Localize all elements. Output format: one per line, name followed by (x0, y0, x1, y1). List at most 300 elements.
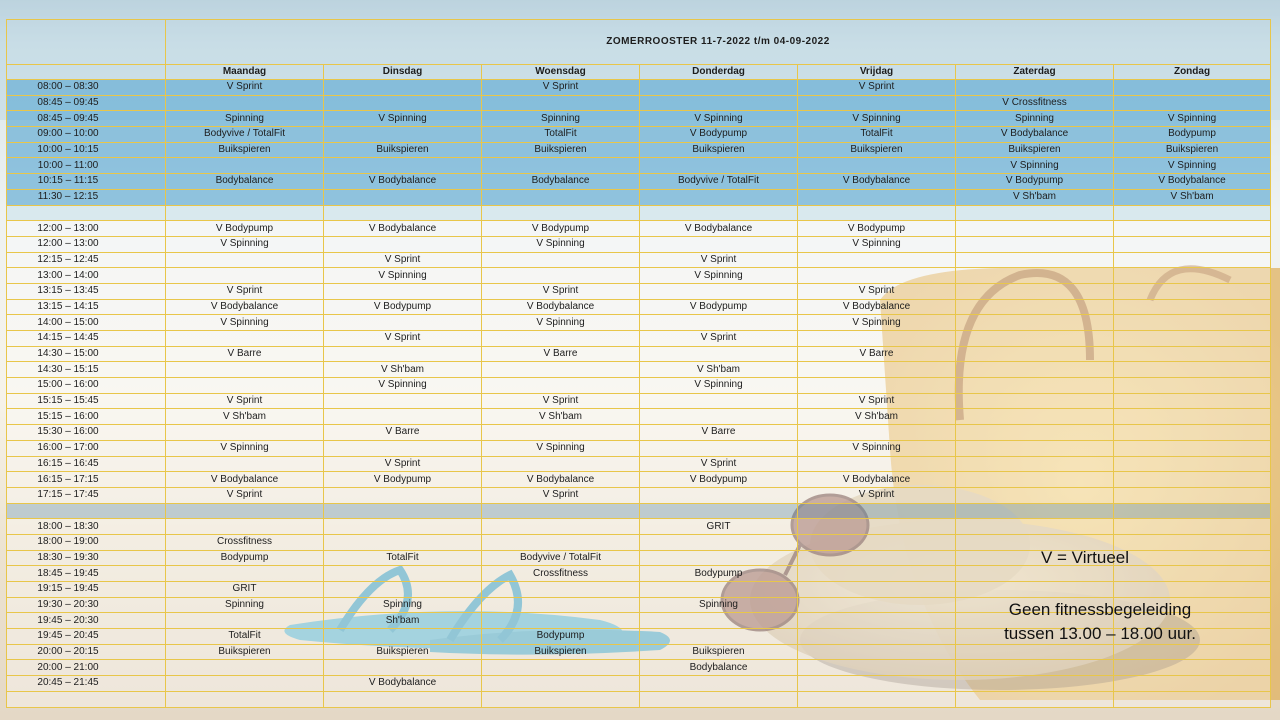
schedule-row (7, 660, 1271, 676)
class-cell: V Sprint (640, 252, 798, 268)
class-cell (956, 346, 1114, 362)
class-cell: V Sprint (798, 487, 956, 503)
class-cell: V Sprint (640, 331, 798, 347)
class-cell: V Spinning (798, 440, 956, 456)
class-cell: Crossfitness (166, 534, 324, 550)
class-cell (1114, 236, 1271, 252)
class-cell (482, 189, 640, 205)
class-cell (166, 456, 324, 472)
class-cell: V Spinning (324, 378, 482, 394)
time-cell: 08:00 – 08:30 (7, 80, 166, 96)
class-cell (798, 378, 956, 394)
schedule-row (7, 95, 1271, 111)
gap-cell (956, 503, 1114, 519)
gap-cell (166, 205, 324, 221)
class-cell (956, 268, 1114, 284)
class-cell: V Spinning (956, 158, 1114, 174)
class-cell: V Sh'bam (166, 409, 324, 425)
class-cell (956, 676, 1114, 692)
class-cell: Buikspieren (640, 644, 798, 660)
class-cell: V Sprint (798, 393, 956, 409)
gap-cell (482, 691, 640, 707)
class-cell: Crossfitness (482, 566, 640, 582)
gap-cell (640, 691, 798, 707)
day-header: Donderdag (640, 65, 798, 80)
time-cell: 12:15 – 12:45 (7, 252, 166, 268)
class-cell (640, 80, 798, 96)
class-cell (956, 440, 1114, 456)
class-cell (324, 566, 482, 582)
time-cell: 14:30 – 15:00 (7, 346, 166, 362)
day-header: Zaterdag (956, 65, 1114, 80)
class-cell: Buikspieren (1114, 142, 1271, 158)
time-cell: 14:30 – 15:15 (7, 362, 166, 378)
class-cell (640, 236, 798, 252)
class-cell (640, 676, 798, 692)
gap-cell (324, 205, 482, 221)
schedule-row (7, 487, 1271, 503)
day-header-row (7, 65, 1271, 80)
time-cell: 09:00 – 10:00 (7, 127, 166, 143)
class-cell (798, 550, 956, 566)
class-cell (166, 95, 324, 111)
class-cell (640, 393, 798, 409)
time-cell: 19:15 – 19:45 (7, 582, 166, 598)
class-cell (798, 268, 956, 284)
class-cell: V Spinning (640, 378, 798, 394)
class-cell (956, 566, 1114, 582)
class-cell (482, 676, 640, 692)
time-cell: 16:15 – 17:15 (7, 472, 166, 488)
class-cell: Spinning (166, 597, 324, 613)
class-cell: V Bodybalance (324, 221, 482, 237)
class-cell: V Bodybalance (166, 299, 324, 315)
class-cell (324, 440, 482, 456)
class-cell (956, 487, 1114, 503)
schedule-row (7, 127, 1271, 143)
class-cell: Buikspieren (166, 142, 324, 158)
class-cell (166, 566, 324, 582)
class-cell: V Bodypump (640, 472, 798, 488)
class-cell: V Barre (166, 346, 324, 362)
class-cell (1114, 362, 1271, 378)
class-cell (1114, 582, 1271, 598)
time-cell: 15:00 – 16:00 (7, 378, 166, 394)
time-cell: 18:45 – 19:45 (7, 566, 166, 582)
class-cell: V Bodybalance (482, 299, 640, 315)
class-cell (640, 189, 798, 205)
schedule-row (7, 315, 1271, 331)
schedule-row (7, 456, 1271, 472)
class-cell (798, 613, 956, 629)
class-cell (482, 331, 640, 347)
no-supervision-note-line2: tussen 13.00 – 18.00 uur. (1004, 624, 1196, 643)
schedule-row (7, 346, 1271, 362)
class-cell (1114, 346, 1271, 362)
class-cell (1114, 299, 1271, 315)
class-cell (798, 519, 956, 535)
class-cell: V Spinning (324, 268, 482, 284)
section-gap-row (7, 503, 1271, 519)
class-cell (798, 660, 956, 676)
time-cell: 14:00 – 15:00 (7, 315, 166, 331)
class-cell (166, 676, 324, 692)
class-cell: V Bodypump (324, 472, 482, 488)
schedule-row (7, 393, 1271, 409)
schedule-row (7, 644, 1271, 660)
class-cell (798, 629, 956, 645)
schedule-row (7, 236, 1271, 252)
schedule-row (7, 409, 1271, 425)
class-cell: V Bodybalance (640, 221, 798, 237)
class-cell (482, 613, 640, 629)
class-cell (166, 268, 324, 284)
class-cell (482, 519, 640, 535)
class-cell (1114, 519, 1271, 535)
class-cell: V Spinning (1114, 111, 1271, 127)
class-cell (1114, 644, 1271, 660)
time-cell: 20:00 – 20:15 (7, 644, 166, 660)
class-cell (166, 158, 324, 174)
class-cell: V Spinning (1114, 158, 1271, 174)
class-cell (166, 660, 324, 676)
class-cell (640, 283, 798, 299)
schedule-row (7, 142, 1271, 158)
time-cell: 13:15 – 13:45 (7, 283, 166, 299)
gap-cell (7, 503, 166, 519)
class-cell: V Barre (798, 346, 956, 362)
schedule-row (7, 566, 1271, 582)
class-cell (798, 582, 956, 598)
class-cell: V Bodypump (482, 221, 640, 237)
class-cell: TotalFit (798, 127, 956, 143)
class-cell: V Spinning (324, 111, 482, 127)
class-cell (1114, 393, 1271, 409)
class-cell (1114, 268, 1271, 284)
time-cell: 17:15 – 17:45 (7, 487, 166, 503)
class-cell (956, 315, 1114, 331)
class-cell: V Barre (640, 425, 798, 441)
class-cell (324, 80, 482, 96)
time-cell: 10:00 – 11:00 (7, 158, 166, 174)
class-cell: TotalFit (324, 550, 482, 566)
class-cell (798, 189, 956, 205)
gap-cell (1114, 205, 1271, 221)
class-cell (166, 331, 324, 347)
class-cell: V Bodypump (640, 127, 798, 143)
gap-cell (798, 691, 956, 707)
class-cell (166, 252, 324, 268)
class-cell: Bodypump (1114, 127, 1271, 143)
gap-cell (798, 503, 956, 519)
class-cell (1114, 487, 1271, 503)
class-cell: Buikspieren (482, 644, 640, 660)
gap-cell (482, 503, 640, 519)
class-cell: V Sh'bam (324, 362, 482, 378)
class-cell: V Sprint (166, 283, 324, 299)
class-cell (482, 456, 640, 472)
schedule-row (7, 252, 1271, 268)
title-row (7, 20, 1271, 65)
class-cell (1114, 252, 1271, 268)
time-cell: 10:00 – 10:15 (7, 142, 166, 158)
time-cell: 10:15 – 11:15 (7, 174, 166, 190)
class-cell: Buikspieren (640, 142, 798, 158)
class-cell: V Sh'bam (956, 189, 1114, 205)
class-cell: Bodyvive / TotalFit (640, 174, 798, 190)
class-cell: V Spinning (798, 315, 956, 331)
class-cell: Spinning (640, 597, 798, 613)
class-cell (956, 299, 1114, 315)
class-cell: Bodypump (640, 566, 798, 582)
gap-cell (640, 205, 798, 221)
class-cell (956, 236, 1114, 252)
day-header: Dinsdag (324, 65, 482, 80)
class-cell (324, 189, 482, 205)
class-cell (956, 519, 1114, 535)
time-cell: 13:00 – 14:00 (7, 268, 166, 284)
class-cell (956, 283, 1114, 299)
class-cell (482, 252, 640, 268)
class-cell (324, 315, 482, 331)
class-cell: V Bodybalance (956, 127, 1114, 143)
class-cell (640, 550, 798, 566)
time-header (7, 65, 166, 80)
class-cell: V Bodybalance (324, 676, 482, 692)
class-cell: V Spinning (482, 440, 640, 456)
class-cell (482, 268, 640, 284)
class-cell: V Spinning (482, 315, 640, 331)
gap-cell (482, 205, 640, 221)
class-cell (798, 425, 956, 441)
day-header: Maandag (166, 65, 324, 80)
class-cell: V Bodybalance (798, 174, 956, 190)
schedule-row (7, 158, 1271, 174)
schedule-title: ZOMERROOSTER 11-7-2022 t/m 04-09-2022 (166, 20, 1271, 65)
class-cell (324, 660, 482, 676)
class-cell: Spinning (956, 111, 1114, 127)
class-cell (956, 425, 1114, 441)
class-cell: Buikspieren (166, 644, 324, 660)
schedule-row (7, 221, 1271, 237)
class-cell (166, 519, 324, 535)
class-cell: Spinning (324, 597, 482, 613)
class-cell (798, 362, 956, 378)
time-cell: 18:00 – 18:30 (7, 519, 166, 535)
time-cell: 16:15 – 16:45 (7, 456, 166, 472)
gap-cell (166, 691, 324, 707)
class-cell: TotalFit (482, 127, 640, 143)
class-cell (1114, 676, 1271, 692)
class-cell (956, 472, 1114, 488)
time-cell: 08:45 – 09:45 (7, 111, 166, 127)
class-cell (324, 158, 482, 174)
class-cell (798, 158, 956, 174)
schedule-row (7, 519, 1271, 535)
gap-cell (7, 691, 166, 707)
class-cell: Sh'bam (324, 613, 482, 629)
class-cell: V Sprint (324, 331, 482, 347)
class-cell (1114, 283, 1271, 299)
class-cell: Buikspieren (956, 142, 1114, 158)
schedule-row (7, 283, 1271, 299)
time-cell: 19:45 – 20:45 (7, 629, 166, 645)
class-cell (1114, 331, 1271, 347)
class-cell (324, 283, 482, 299)
class-cell (956, 456, 1114, 472)
schedule-row (7, 582, 1271, 598)
class-cell: V Spinning (482, 236, 640, 252)
class-cell: V Sprint (482, 80, 640, 96)
gap-cell (1114, 503, 1271, 519)
gap-cell (166, 503, 324, 519)
time-cell: 20:00 – 21:00 (7, 660, 166, 676)
class-cell (324, 629, 482, 645)
class-cell: V Barre (324, 425, 482, 441)
section-gap-row (7, 691, 1271, 707)
time-cell: 15:15 – 15:45 (7, 393, 166, 409)
section-gap-row (7, 205, 1271, 221)
class-cell: V Sh'bam (640, 362, 798, 378)
class-cell (482, 158, 640, 174)
class-cell (1114, 566, 1271, 582)
class-cell (1114, 80, 1271, 96)
class-cell (324, 534, 482, 550)
time-cell: 15:30 – 16:00 (7, 425, 166, 441)
virtueel-legend: V = Virtueel (1040, 548, 1130, 567)
schedule-row (7, 440, 1271, 456)
class-cell (640, 409, 798, 425)
schedule-row (7, 472, 1271, 488)
class-cell (324, 346, 482, 362)
class-cell (640, 346, 798, 362)
class-cell (324, 236, 482, 252)
class-cell: V Sh'bam (482, 409, 640, 425)
class-cell: V Spinning (640, 268, 798, 284)
class-cell (324, 393, 482, 409)
class-cell: V Sprint (798, 80, 956, 96)
class-cell: Bodypump (166, 550, 324, 566)
gap-cell (324, 691, 482, 707)
no-supervision-note-line1: Geen fitnessbegeleiding (1008, 600, 1192, 619)
class-cell (1114, 378, 1271, 394)
class-cell: TotalFit (166, 629, 324, 645)
schedule-row (7, 331, 1271, 347)
class-cell: Buikspieren (324, 644, 482, 660)
class-cell (798, 644, 956, 660)
class-cell (324, 582, 482, 598)
class-cell: V Sh'bam (798, 409, 956, 425)
schedule-row (7, 111, 1271, 127)
time-cell: 15:15 – 16:00 (7, 409, 166, 425)
class-cell (956, 362, 1114, 378)
class-cell: Bodyvive / TotalFit (482, 550, 640, 566)
class-cell: V Sprint (166, 80, 324, 96)
class-cell (482, 582, 640, 598)
class-cell: Buikspieren (324, 142, 482, 158)
time-cell: 19:45 – 20:30 (7, 613, 166, 629)
time-cell: 16:00 – 17:00 (7, 440, 166, 456)
class-cell (482, 597, 640, 613)
class-cell (798, 534, 956, 550)
class-cell: V Barre (482, 346, 640, 362)
class-cell: V Sprint (324, 456, 482, 472)
class-cell (640, 613, 798, 629)
day-header: Zondag (1114, 65, 1271, 80)
class-cell: V Sprint (798, 283, 956, 299)
schedule-row (7, 189, 1271, 205)
class-cell: Bodypump (482, 629, 640, 645)
class-cell (956, 252, 1114, 268)
class-cell: V Bodybalance (166, 472, 324, 488)
time-cell: 13:15 – 14:15 (7, 299, 166, 315)
class-cell: V Bodybalance (798, 472, 956, 488)
time-cell: 08:45 – 09:45 (7, 95, 166, 111)
class-cell (482, 378, 640, 394)
class-cell: V Sprint (482, 487, 640, 503)
class-cell: V Sprint (166, 393, 324, 409)
class-cell (482, 362, 640, 378)
day-header: Vrijdag (798, 65, 956, 80)
class-cell (166, 613, 324, 629)
class-cell (956, 409, 1114, 425)
class-cell: GRIT (640, 519, 798, 535)
class-cell: V Bodypump (640, 299, 798, 315)
class-cell (166, 378, 324, 394)
class-cell: V Spinning (166, 315, 324, 331)
class-cell (1114, 221, 1271, 237)
class-cell: V Spinning (798, 236, 956, 252)
schedule-row (7, 425, 1271, 441)
day-header: Woensdag (482, 65, 640, 80)
class-cell: V Bodybalance (482, 472, 640, 488)
class-cell (956, 80, 1114, 96)
class-cell (1114, 315, 1271, 331)
class-cell: V Spinning (798, 111, 956, 127)
class-cell: V Spinning (166, 236, 324, 252)
class-cell (798, 597, 956, 613)
class-cell (798, 566, 956, 582)
class-cell: Bodybalance (166, 174, 324, 190)
class-cell: V Sprint (640, 456, 798, 472)
class-cell (956, 378, 1114, 394)
class-cell (324, 487, 482, 503)
time-cell: 18:30 – 19:30 (7, 550, 166, 566)
class-cell (956, 331, 1114, 347)
class-cell: GRIT (166, 582, 324, 598)
class-cell (166, 189, 324, 205)
gap-cell (1114, 691, 1271, 707)
class-cell (1114, 472, 1271, 488)
class-cell: V Bodypump (798, 221, 956, 237)
class-cell: V Bodypump (166, 221, 324, 237)
class-cell (1114, 409, 1271, 425)
gap-cell (640, 503, 798, 519)
class-cell (166, 362, 324, 378)
class-cell: V Sh'bam (1114, 189, 1271, 205)
class-cell (798, 676, 956, 692)
class-cell (798, 95, 956, 111)
class-cell (798, 252, 956, 268)
class-cell (1114, 440, 1271, 456)
gap-cell (956, 691, 1114, 707)
schedule-row (7, 676, 1271, 692)
class-cell (482, 95, 640, 111)
time-cell: 12:00 – 13:00 (7, 236, 166, 252)
schedule-row (7, 80, 1271, 96)
class-cell (640, 158, 798, 174)
class-cell (482, 660, 640, 676)
